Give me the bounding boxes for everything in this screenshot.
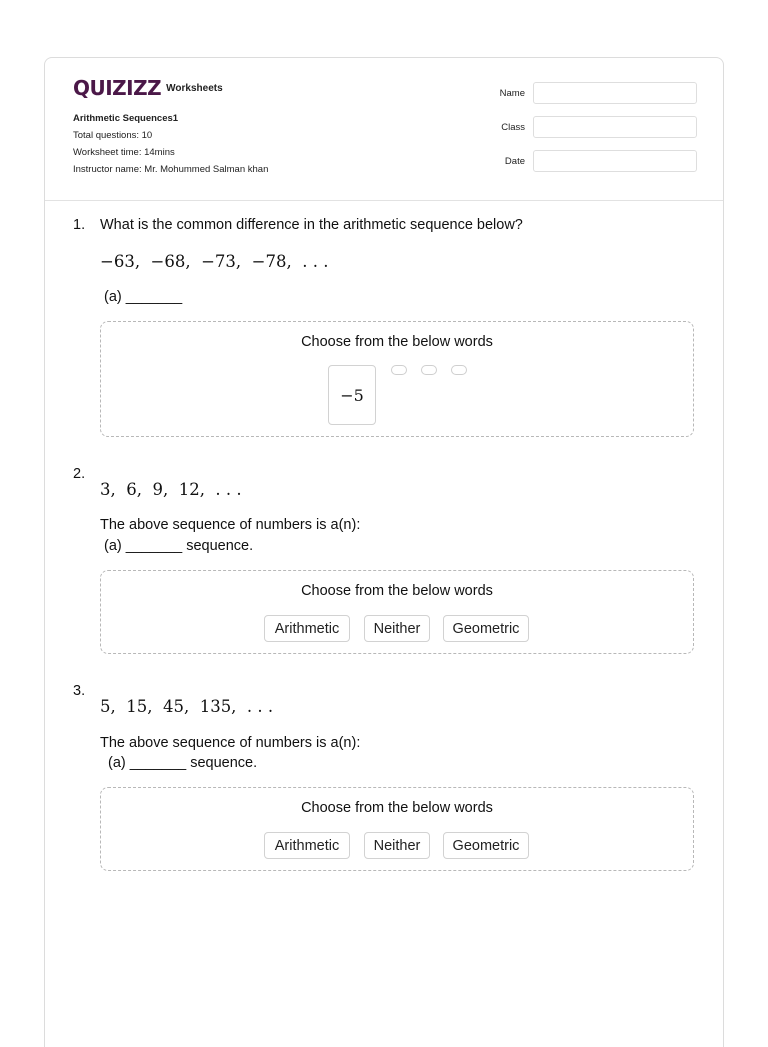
choice-chip[interactable]: Arithmetic — [264, 615, 350, 642]
choice-box — [100, 787, 694, 871]
quizizz-logo: QUIZIZZ — [73, 76, 162, 100]
name-field[interactable] — [533, 82, 697, 104]
question-number: 1. — [73, 217, 86, 233]
brand — [73, 76, 223, 100]
choice-chip[interactable]: −5 — [328, 365, 376, 425]
choice-chip[interactable]: Geometric — [443, 832, 529, 859]
choice-chip[interactable]: Neither — [364, 615, 430, 642]
choice-chip[interactable] — [391, 365, 407, 375]
choice-box — [100, 570, 694, 654]
sequence: 3, 6, 9, 12, . . . — [100, 480, 242, 499]
choice-title: Choose from the below words — [301, 583, 493, 599]
sequence: −63, −68, −73, −78, . . . — [100, 252, 329, 271]
choice-chip[interactable] — [421, 365, 437, 375]
choice-chip[interactable]: Arithmetic — [264, 832, 350, 859]
question-prompt: The above sequence of numbers is a(n): — [100, 735, 361, 751]
worksheet-header — [45, 58, 723, 201]
instructor-name: Instructor name: Mr. Mohummed Salman khan — [73, 164, 269, 175]
sequence: 5, 15, 45, 135, . . . — [100, 697, 274, 716]
answer-blank: (a) _______ sequence. — [108, 755, 258, 771]
choice-title: Choose from the below words — [301, 800, 493, 816]
class-label: Class — [501, 122, 525, 133]
total-questions: Total questions: 10 — [73, 130, 153, 141]
answer-blank: (a) _______ sequence. — [104, 538, 254, 554]
answer-blank: (a) _______ — [104, 289, 183, 305]
date-field[interactable] — [533, 150, 697, 172]
date-label: Date — [504, 156, 525, 167]
question-number: 2. — [73, 466, 86, 482]
worksheet-title: Arithmetic Sequences1 — [73, 113, 179, 124]
name-label: Name — [499, 88, 525, 99]
choice-title: Choose from the below words — [301, 334, 493, 350]
choice-chip[interactable] — [451, 365, 467, 375]
question-prompt: The above sequence of numbers is a(n): — [100, 517, 361, 533]
choice-chip[interactable]: Neither — [364, 832, 430, 859]
worksheet-time: Worksheet time: 14mins — [73, 147, 175, 158]
choice-box — [100, 321, 694, 437]
logo-subtitle: Worksheets — [166, 82, 223, 94]
choice-chip[interactable]: Geometric — [443, 615, 529, 642]
class-field[interactable] — [533, 116, 697, 138]
question-number: 3. — [73, 683, 86, 699]
question-prompt: What is the common difference in the arithmetic sequence below? — [100, 217, 523, 233]
